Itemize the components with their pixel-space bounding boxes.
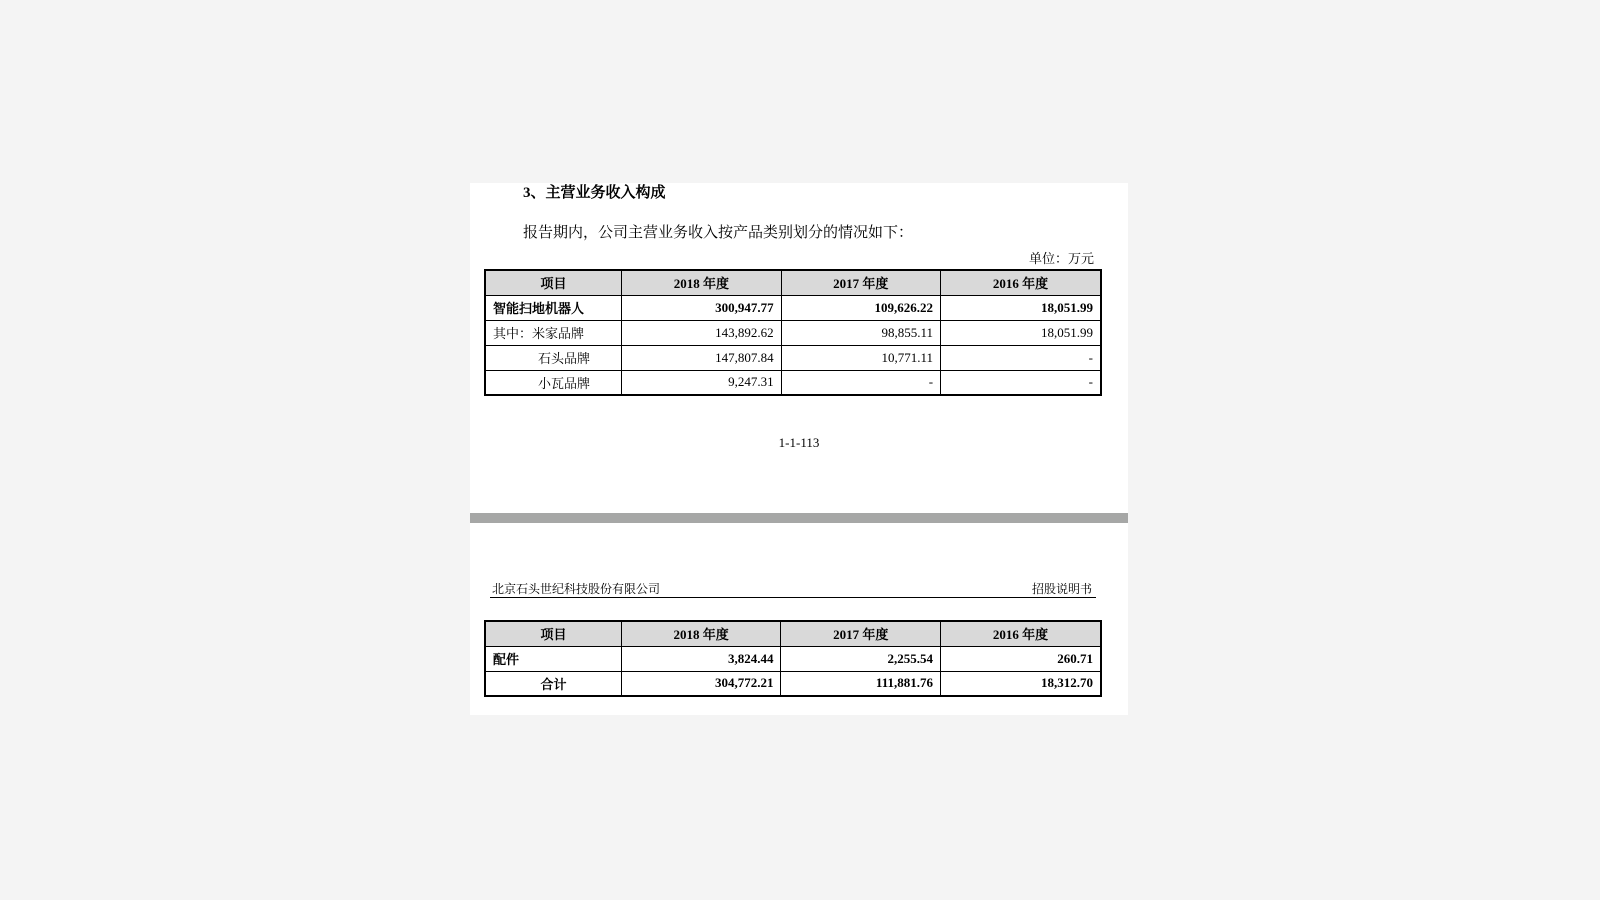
- table-row-total: [485, 671, 1101, 696]
- cell-2018: 300,947.77: [622, 295, 781, 320]
- cell-2016: 18,312.70: [940, 671, 1101, 696]
- table-row: [485, 320, 1101, 345]
- intro-paragraph: 报告期内，公司主营业务收入按产品类别划分的情况如下：: [523, 225, 914, 241]
- table-row: [485, 345, 1101, 370]
- revenue-table-continued: [484, 620, 1102, 697]
- page-separator: [470, 513, 1128, 523]
- header-item: 项目: [485, 270, 622, 295]
- cell-2018: 3,824.44: [621, 646, 781, 671]
- cell-2016: 260.71: [940, 646, 1101, 671]
- header-2017: 2017 年度: [781, 621, 941, 646]
- header-2018: 2018 年度: [622, 270, 781, 295]
- row-label: 智能扫地机器人: [485, 295, 622, 320]
- cell-2016: 18,051.99: [941, 320, 1101, 345]
- row-label: 石头品牌: [485, 345, 622, 370]
- header-2016: 2016 年度: [941, 270, 1101, 295]
- page-number: 1-1-113: [778, 435, 820, 450]
- document-page-top: [470, 183, 1128, 513]
- company-name: 北京石头世纪科技股份有限公司: [492, 582, 661, 596]
- header-item: 项目: [485, 621, 621, 646]
- cell-2017: 109,626.22: [781, 295, 940, 320]
- running-header: [490, 580, 1096, 598]
- table-row: [485, 370, 1101, 395]
- document-type: 招股说明书: [1031, 582, 1092, 596]
- section-title: 3、主营业务收入构成: [523, 185, 666, 201]
- cell-2018: 147,807.84: [622, 345, 781, 370]
- cell-2016: -: [941, 370, 1101, 395]
- table-header-row: [485, 270, 1101, 295]
- header-2017: 2017 年度: [781, 270, 940, 295]
- unit-label: 单位：万元: [1028, 251, 1094, 266]
- row-label: 小瓦品牌: [485, 370, 622, 395]
- revenue-table: [484, 269, 1102, 396]
- cell-2018: 304,772.21: [621, 671, 781, 696]
- header-2018: 2018 年度: [621, 621, 781, 646]
- cell-2017: -: [781, 370, 940, 395]
- cell-2017: 98,855.11: [781, 320, 940, 345]
- row-label: 其中：米家品牌: [485, 320, 622, 345]
- cell-2016: -: [941, 345, 1101, 370]
- table-row: [485, 646, 1101, 671]
- cell-2018: 143,892.62: [622, 320, 781, 345]
- cell-2016: 18,051.99: [941, 295, 1101, 320]
- document-page-bottom: [470, 523, 1128, 715]
- cell-2018: 9,247.31: [622, 370, 781, 395]
- cell-2017: 10,771.11: [781, 345, 940, 370]
- table-row: [485, 295, 1101, 320]
- row-label: 合计: [485, 671, 621, 696]
- row-label: 配件: [485, 646, 621, 671]
- header-2016: 2016 年度: [940, 621, 1101, 646]
- table-header-row: [485, 621, 1101, 646]
- cell-2017: 2,255.54: [781, 646, 941, 671]
- cell-2017: 111,881.76: [781, 671, 941, 696]
